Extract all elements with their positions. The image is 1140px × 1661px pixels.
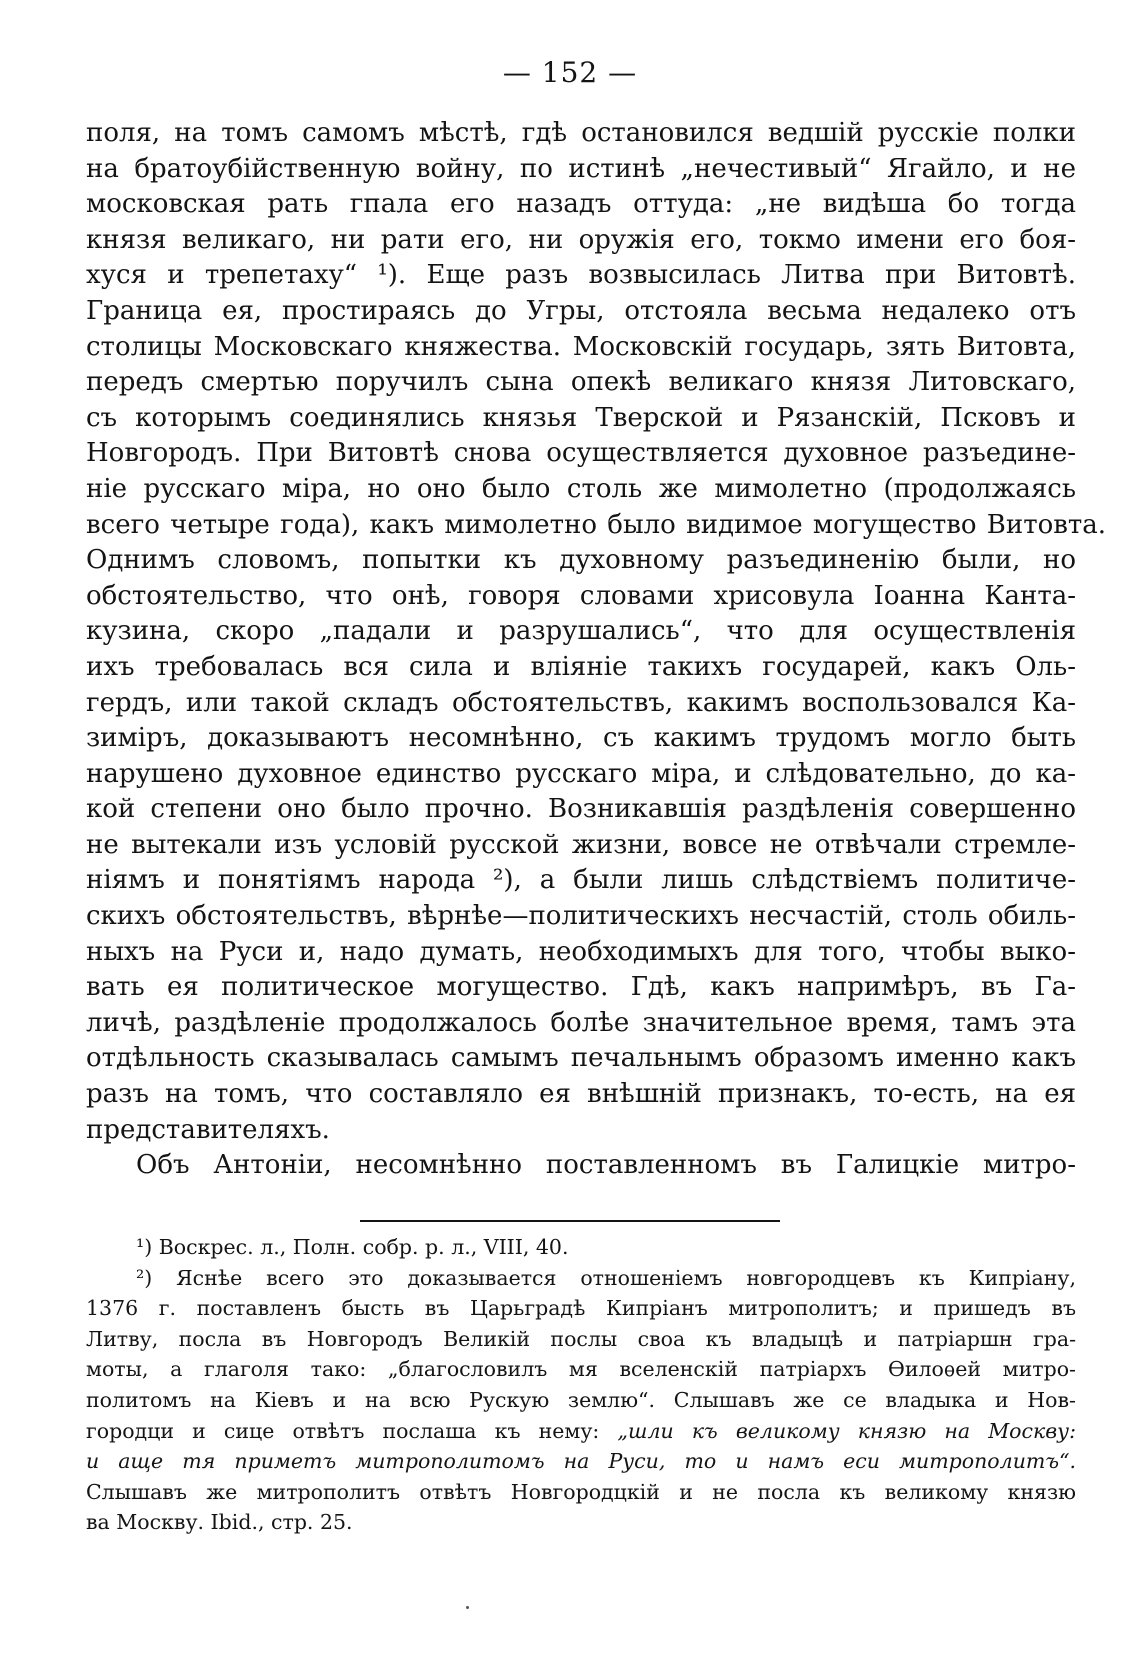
text-line: столицы Московскаго княжества. Московскій государь, зять Витовта, bbox=[86, 331, 1076, 362]
text-line: Объ Антоніи, несомнѣнно поставленномъ въ Галицкіе митро- bbox=[136, 1150, 1076, 1181]
footnote-2-line: Литву, посла въ Новгородъ Великій послы своа къ владыцѣ и патріаршн гра- bbox=[86, 1326, 1076, 1351]
footnote-2-line bbox=[86, 1416, 1076, 1447]
text-line: представителяхъ. bbox=[86, 1114, 330, 1145]
text-line: хуся и трепетаху“ ¹). Еще разъ возвысилась Литва при Витовтѣ. bbox=[86, 260, 1076, 291]
footnote-2-line: моты, а глаголя тако: „благословилъ мя вселенскій патріархъ Ѳилоѳей митро- bbox=[86, 1357, 1076, 1382]
text-line: князя великаго, ни рати его, ни оружія его, токмо имени его боя- bbox=[86, 224, 1076, 255]
footnote-2-line: политомъ на Кіевъ и на всю Рускую землю“. Слышавъ же се владыка и Нов- bbox=[86, 1387, 1076, 1412]
text-line: зиміръ, доказываютъ несомнѣнно, съ какимъ трудомъ могло быть bbox=[86, 723, 1076, 754]
text-line: московская рать гпала его назадъ оттуда: „не видѣша бо тогда bbox=[86, 189, 1076, 220]
text-line: ніямъ и понятіямъ народа ²), а были лишь слѣдствіемъ политиче- bbox=[86, 865, 1076, 896]
text-line: на братоубійственную войну, по истинѣ „нечестивый“ Ягайло, и не bbox=[86, 153, 1076, 184]
footnote-1: ¹) Воскрес. л., Полн. собр. р. л., VIII, 40. bbox=[136, 1235, 569, 1259]
text-line: скихъ обстоятельствъ, вѣрнѣе—политическихъ несчастій, столь обиль- bbox=[86, 901, 1076, 932]
text-line: передъ смертью поручилъ сына опекѣ великаго князя Литовскаго, bbox=[86, 367, 1076, 398]
text-line: не вытекали изъ условій русской жизни, вовсе не отвѣчали стремле- bbox=[86, 829, 1076, 860]
text-line: ніе русскаго міра, но оно было столь же мимолетно (продолжаясь bbox=[86, 473, 1076, 504]
footnote-2-quote: „шли къ великому князю на Москву: bbox=[617, 1418, 1076, 1443]
text-line: разъ на томъ, что составляло ея внѣшній признакъ, то-есть, на ея bbox=[86, 1079, 1076, 1110]
footnote-2-quote-line: и аще тя приметъ митрополитомъ на Руси, то и намъ еси митрополитъ“. bbox=[86, 1449, 1076, 1474]
text-line: кой степени оно было прочно. Возникавшія раздѣленія совершенно bbox=[86, 794, 1076, 825]
text-line: нарушено духовное единство русскаго міра, и слѣдовательно, до ка- bbox=[86, 758, 1076, 789]
footnote-2-plain: городци и сице отвѣтъ послаша къ нему: bbox=[86, 1418, 600, 1443]
footnotes bbox=[86, 1232, 1076, 1538]
footnote-2-line: Слышавъ же митрополитъ отвѣтъ Новгородцкій и не посла къ великому князю bbox=[86, 1479, 1076, 1504]
page-number: — 152 — bbox=[502, 56, 638, 89]
main-text bbox=[86, 116, 1107, 1184]
print-speck bbox=[466, 1606, 469, 1609]
footnote-2-line: ²) Яснѣе всего это доказывается отношеніемъ новгородцевъ къ Кипріану, bbox=[136, 1265, 1076, 1290]
text-line: вать ея политическое могущество. Гдѣ, какъ напримѣръ, въ Га- bbox=[86, 972, 1076, 1003]
text-line: гердъ, или такой складъ обстоятельствъ, какимъ воспользовался Ка- bbox=[86, 687, 1076, 718]
text-line: Однимъ словомъ, попытки къ духовному разъединенію были, но bbox=[86, 545, 1076, 576]
text-line: кузина, скоро „падали и разрушались“, что для осуществленія bbox=[86, 616, 1076, 647]
text-line: съ которымъ соединялись князья Тверской и Рязанскій, Псковъ и bbox=[86, 402, 1076, 433]
text-line: личѣ, раздѣленіе продолжалось болѣе значительное время, тамъ эта bbox=[86, 1007, 1076, 1038]
text-line: поля, на томъ самомъ мѣстѣ, гдѣ остановился ведшій русскіе полки bbox=[86, 118, 1076, 148]
text-line: отдѣльность сказывалась самымъ печальнымъ образомъ именно какъ bbox=[86, 1043, 1076, 1074]
text-line: Граница ея, простираясь до Угры, отстояла весьма недалеко отъ bbox=[86, 295, 1076, 326]
text-line: Новгородъ. При Витовтѣ снова осуществляется духовное разъедине- bbox=[86, 438, 1076, 469]
text-line: ихъ требовалась вся сила и вліяніе такихъ государей, какъ Оль- bbox=[86, 651, 1076, 682]
footnote-divider bbox=[360, 1220, 780, 1222]
footnote-2-line: ва Москву. Ibid., стр. 25. bbox=[86, 1510, 353, 1535]
text-line: ныхъ на Руси и, надо думать, необходимыхъ для того, чтобы выко- bbox=[86, 936, 1076, 967]
footnote-2-line: 1376 г. поставленъ бысть въ Царьградѣ Кипріанъ митрополитъ; и пришедъ въ bbox=[86, 1296, 1076, 1321]
text-line: обстоятельство, что онѣ, говоря словами хрисовула Іоанна Канта- bbox=[86, 580, 1076, 611]
text-line: всего четыре года), какъ мимолетно было видимое могущество Витовта. bbox=[86, 509, 1107, 540]
